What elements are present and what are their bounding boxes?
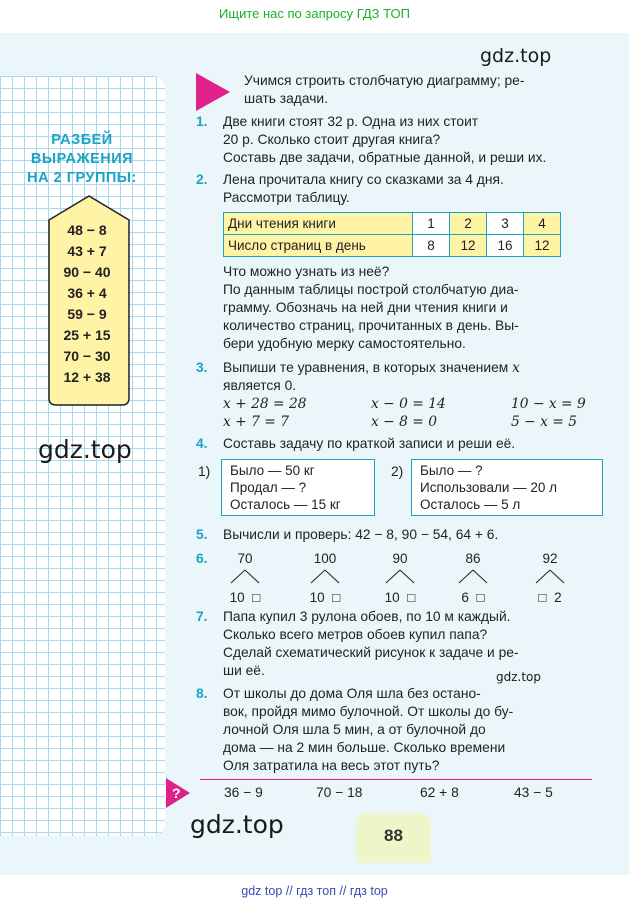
tree-branches [303, 568, 347, 584]
task-line: количество страниц, прочитанных в день. Вы- [223, 318, 519, 333]
question-badge-icon [165, 777, 191, 809]
record-row: Было — 50 кг [230, 463, 315, 478]
task-line: дома — на 2 мин больше. Сколько времени [223, 740, 506, 755]
equation-grid [223, 395, 591, 431]
task-line: Папа купил 3 рулона обоев, по 10 м каждый. [223, 609, 511, 624]
table-cell: 3 [487, 213, 524, 235]
equation: x − 8 = 0 [371, 414, 438, 430]
tree-left: 10 [309, 590, 325, 605]
bonus-expression: 62 + 8 [420, 785, 459, 800]
task-4 [196, 435, 591, 525]
tree-right: □ [332, 590, 341, 605]
expression-list [48, 220, 126, 388]
tree-left: 6 [461, 590, 469, 605]
equation: x + 7 = 7 [223, 414, 290, 430]
bonus-divider [200, 779, 592, 780]
task-line: Вычисли и проверь: 42 − 8, 90 − 54, 64 + 6. [223, 527, 499, 542]
task-line: грамму. Обозначь на ней дни чтения книги и [223, 300, 508, 315]
equation: 10 − x = 9 [511, 396, 586, 412]
expression-item: 12 + 38 [63, 369, 111, 385]
task-5 [196, 526, 591, 544]
record-row: Было — ? [420, 463, 483, 478]
task-number: 6. [196, 551, 208, 566]
task-number: 8. [196, 686, 208, 701]
tree-left: □ [538, 590, 547, 605]
task-line: Две книги стоят 32 р. Одна из них стоит [223, 114, 479, 129]
bottom-links[interactable]: gdz top // гдз топ // гдз top [241, 884, 388, 898]
record-row: Осталось — 15 кг [230, 497, 341, 512]
task-8 [196, 685, 591, 775]
intro-line: шать задачи. [244, 91, 328, 106]
box-label: 1) [198, 464, 211, 479]
task-1 [196, 113, 591, 167]
table-cell: 16 [487, 235, 524, 257]
bonus-expression: 43 − 5 [514, 785, 553, 800]
page-number: 88 [356, 813, 431, 863]
task-line: Оля затратила на весь этот путь? [223, 758, 440, 773]
bonus-expression: 70 − 18 [316, 785, 363, 800]
watermark: gdz.top [38, 435, 132, 464]
record-row: Использовали — 20 л [420, 480, 558, 495]
table-cell: 12 [524, 235, 561, 257]
table-row [224, 235, 561, 257]
tree-branches [528, 568, 572, 584]
table-row-label: Число страниц в день [224, 235, 413, 257]
task-line: 20 р. Сколько стоит другая книга? [223, 132, 441, 147]
tree-top: 86 [465, 551, 481, 566]
expression-item: 70 − 30 [63, 348, 111, 364]
bonus-expressions [224, 784, 594, 804]
number-tree [303, 550, 347, 607]
box-label: 2) [391, 464, 404, 479]
expression-item: 25 + 15 [63, 327, 111, 343]
number-tree [378, 550, 422, 607]
task-number: 3. [196, 360, 208, 375]
task-line: Составь задачу по краткой записи и реши её. [223, 436, 516, 451]
task-line: Лена прочитала книгу со сказками за 4 дня. [223, 172, 504, 187]
task-line: вок, пройдя мимо булочной. От школы до бу- [223, 704, 514, 719]
tree-right: □ [252, 590, 261, 605]
task-line: По данным таблицы построй столбчатую диа- [223, 282, 519, 297]
tree-top: 92 [542, 551, 558, 566]
tree-right: □ [476, 590, 485, 605]
tree-right: □ [407, 590, 416, 605]
equation: x + 28 = 28 [223, 396, 307, 412]
watermark: gdz.top [480, 45, 552, 67]
task-number: 1. [196, 114, 208, 129]
lesson-goal-marker-icon [196, 73, 230, 111]
task-line: Сделай схематический рисунок к задаче и ре- [223, 645, 519, 660]
watermark: gdz.top [496, 670, 542, 684]
top-banner: Ищите нас по запросу ГДЗ ТОП [219, 6, 410, 21]
equation: 5 − x = 5 [511, 414, 578, 430]
tree-top: 90 [392, 551, 408, 566]
task-line: ши её. [223, 663, 265, 678]
task-line: бери удобную мерку самостоятельно. [223, 336, 466, 351]
task-line: Сколько всего метров обоев купил папа? [223, 627, 488, 642]
table-cell: 12 [450, 235, 487, 257]
task-line: лочной Оля шла 5 мин, а от булочной до [223, 722, 486, 737]
reading-table [223, 212, 561, 257]
badge-text: ? [172, 785, 181, 801]
task-number: 7. [196, 609, 208, 624]
expression-item: 90 − 40 [63, 264, 111, 280]
record-row: Осталось — 5 л [420, 497, 521, 512]
intro-line: Учимся строить столбчатую диаграмму; ре- [244, 73, 525, 88]
tree-top: 70 [237, 551, 253, 566]
task-line: От школы до дома Оля шла без остано- [223, 686, 481, 701]
table-row [224, 213, 561, 235]
watermark: gdz.top [190, 810, 284, 839]
table-cell: 2 [450, 213, 487, 235]
tree-branches [378, 568, 422, 584]
equation: x − 0 = 14 [371, 396, 446, 412]
task-line: Что можно узнать из неё? [223, 264, 390, 279]
table-cell: 1 [413, 213, 450, 235]
task-7 [196, 608, 591, 680]
sidebar-title-line: НА 2 ГРУППЫ: [27, 170, 137, 186]
expression-item: 59 − 9 [67, 306, 107, 322]
sidebar-title-line: ВЫРАЖЕНИЯ [30, 151, 134, 167]
bonus-expression: 36 − 9 [224, 785, 263, 800]
tree-branches [223, 568, 267, 584]
task-line: является 0. [223, 378, 297, 393]
table-cell: 8 [413, 235, 450, 257]
lesson-intro [244, 72, 590, 108]
task-number: 4. [196, 436, 208, 451]
sidebar-title-line: РАЗБЕЙ [51, 132, 113, 148]
task-line: Рассмотри таблицу. [223, 190, 350, 205]
number-tree [451, 550, 495, 607]
tree-left: 10 [384, 590, 400, 605]
tree-left: 10 [229, 590, 245, 605]
tree-top: 100 [313, 551, 337, 566]
task-line: Составь две задачи, обратные данной, и реши их. [223, 150, 547, 165]
expression-item: 48 − 8 [67, 222, 107, 238]
record-row: Продал — ? [230, 480, 307, 495]
task-3 [196, 359, 591, 431]
sidebar-title [14, 131, 150, 188]
number-tree [223, 550, 267, 607]
task-number: 2. [196, 172, 208, 187]
task-6 [196, 550, 591, 605]
expression-item: 43 + 7 [67, 243, 107, 259]
table-row-label: Дни чтения книги [224, 213, 413, 235]
task-2 [196, 171, 591, 353]
short-record-box-1 [221, 459, 375, 516]
number-tree [528, 550, 572, 607]
tree-branches [451, 568, 495, 584]
expression-item: 36 + 4 [67, 285, 107, 301]
task-line: Выпиши те уравнения, в которых значением [223, 360, 509, 375]
table-cell: 4 [524, 213, 561, 235]
variable-x: x [512, 360, 520, 376]
tree-right: 2 [554, 590, 562, 605]
short-record-box-2 [411, 459, 603, 516]
task-number: 5. [196, 527, 208, 542]
